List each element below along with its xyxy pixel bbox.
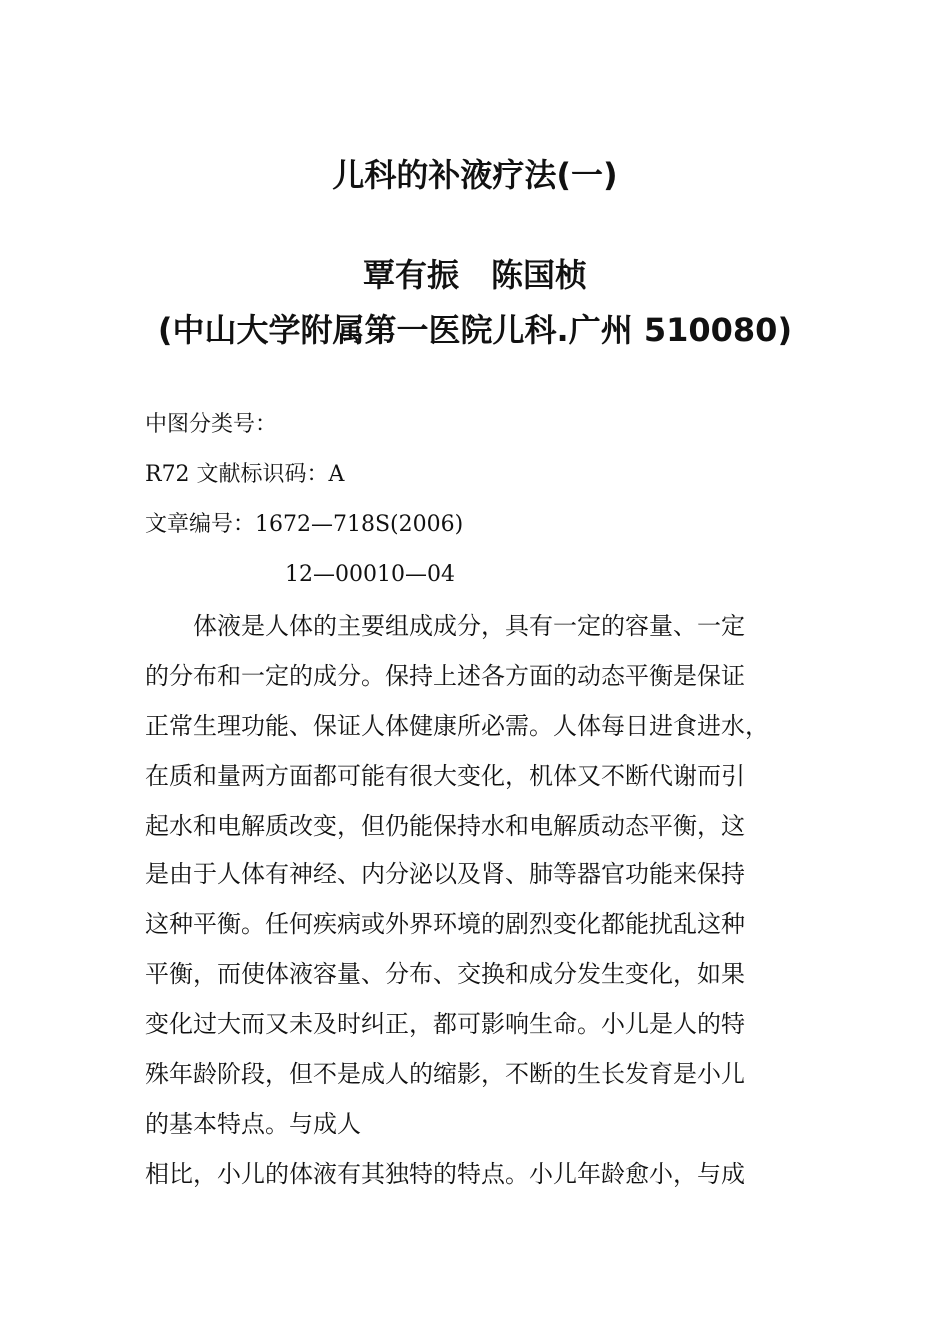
author-names: 覃有振 陈国桢 <box>362 256 587 294</box>
body-line: 在质和量两方面都可能有很大变化，机体又不断代谢而引 <box>145 762 745 790</box>
body-line: 体液是人体的主要组成成分，具有一定的容量、一定 <box>145 612 745 640</box>
body-line: 起水和电解质改变，但仍能保持水和电解质动态平衡，这 <box>145 812 745 840</box>
body-line: 的分布和一定的成分。保持上述各方面的动态平衡是保证 <box>145 662 745 690</box>
body-line: 变化过大而又未及时纠正，都可影响生命。小儿是人的特 <box>145 1010 745 1038</box>
body-line: 殊年龄阶段，但不是成人的缩影，不断的生长发育是小儿 <box>145 1060 745 1088</box>
article-number: 文章编号：1672—718S(2006) <box>145 512 464 537</box>
document-code: R72 文献标识码：A <box>145 462 345 487</box>
body-line: 是由于人体有神经、内分泌以及肾、肺等器官功能来保持 <box>145 860 745 888</box>
document-title: 儿科的补液疗法(一) <box>332 156 618 194</box>
author-affiliation: (中山大学附属第一医院儿科.广州 510080) <box>157 311 793 349</box>
body-line: 正常生理功能、保证人体健康所必需。人体每日进食进水， <box>145 712 769 740</box>
body-line: 的基本特点。与成人 <box>145 1110 361 1138</box>
body-line: 相比，小儿的体液有其独特的特点。小儿年龄愈小，与成 <box>145 1160 745 1188</box>
body-line: 平衡，而使体液容量、分布、交换和成分发生变化，如果 <box>145 960 745 988</box>
article-number-continued: 12—00010—04 <box>285 562 455 587</box>
clc-number: 中图分类号： <box>145 412 278 437</box>
body-line: 这种平衡。任何疾病或外界环境的剧烈变化都能扰乱这种 <box>145 910 745 938</box>
